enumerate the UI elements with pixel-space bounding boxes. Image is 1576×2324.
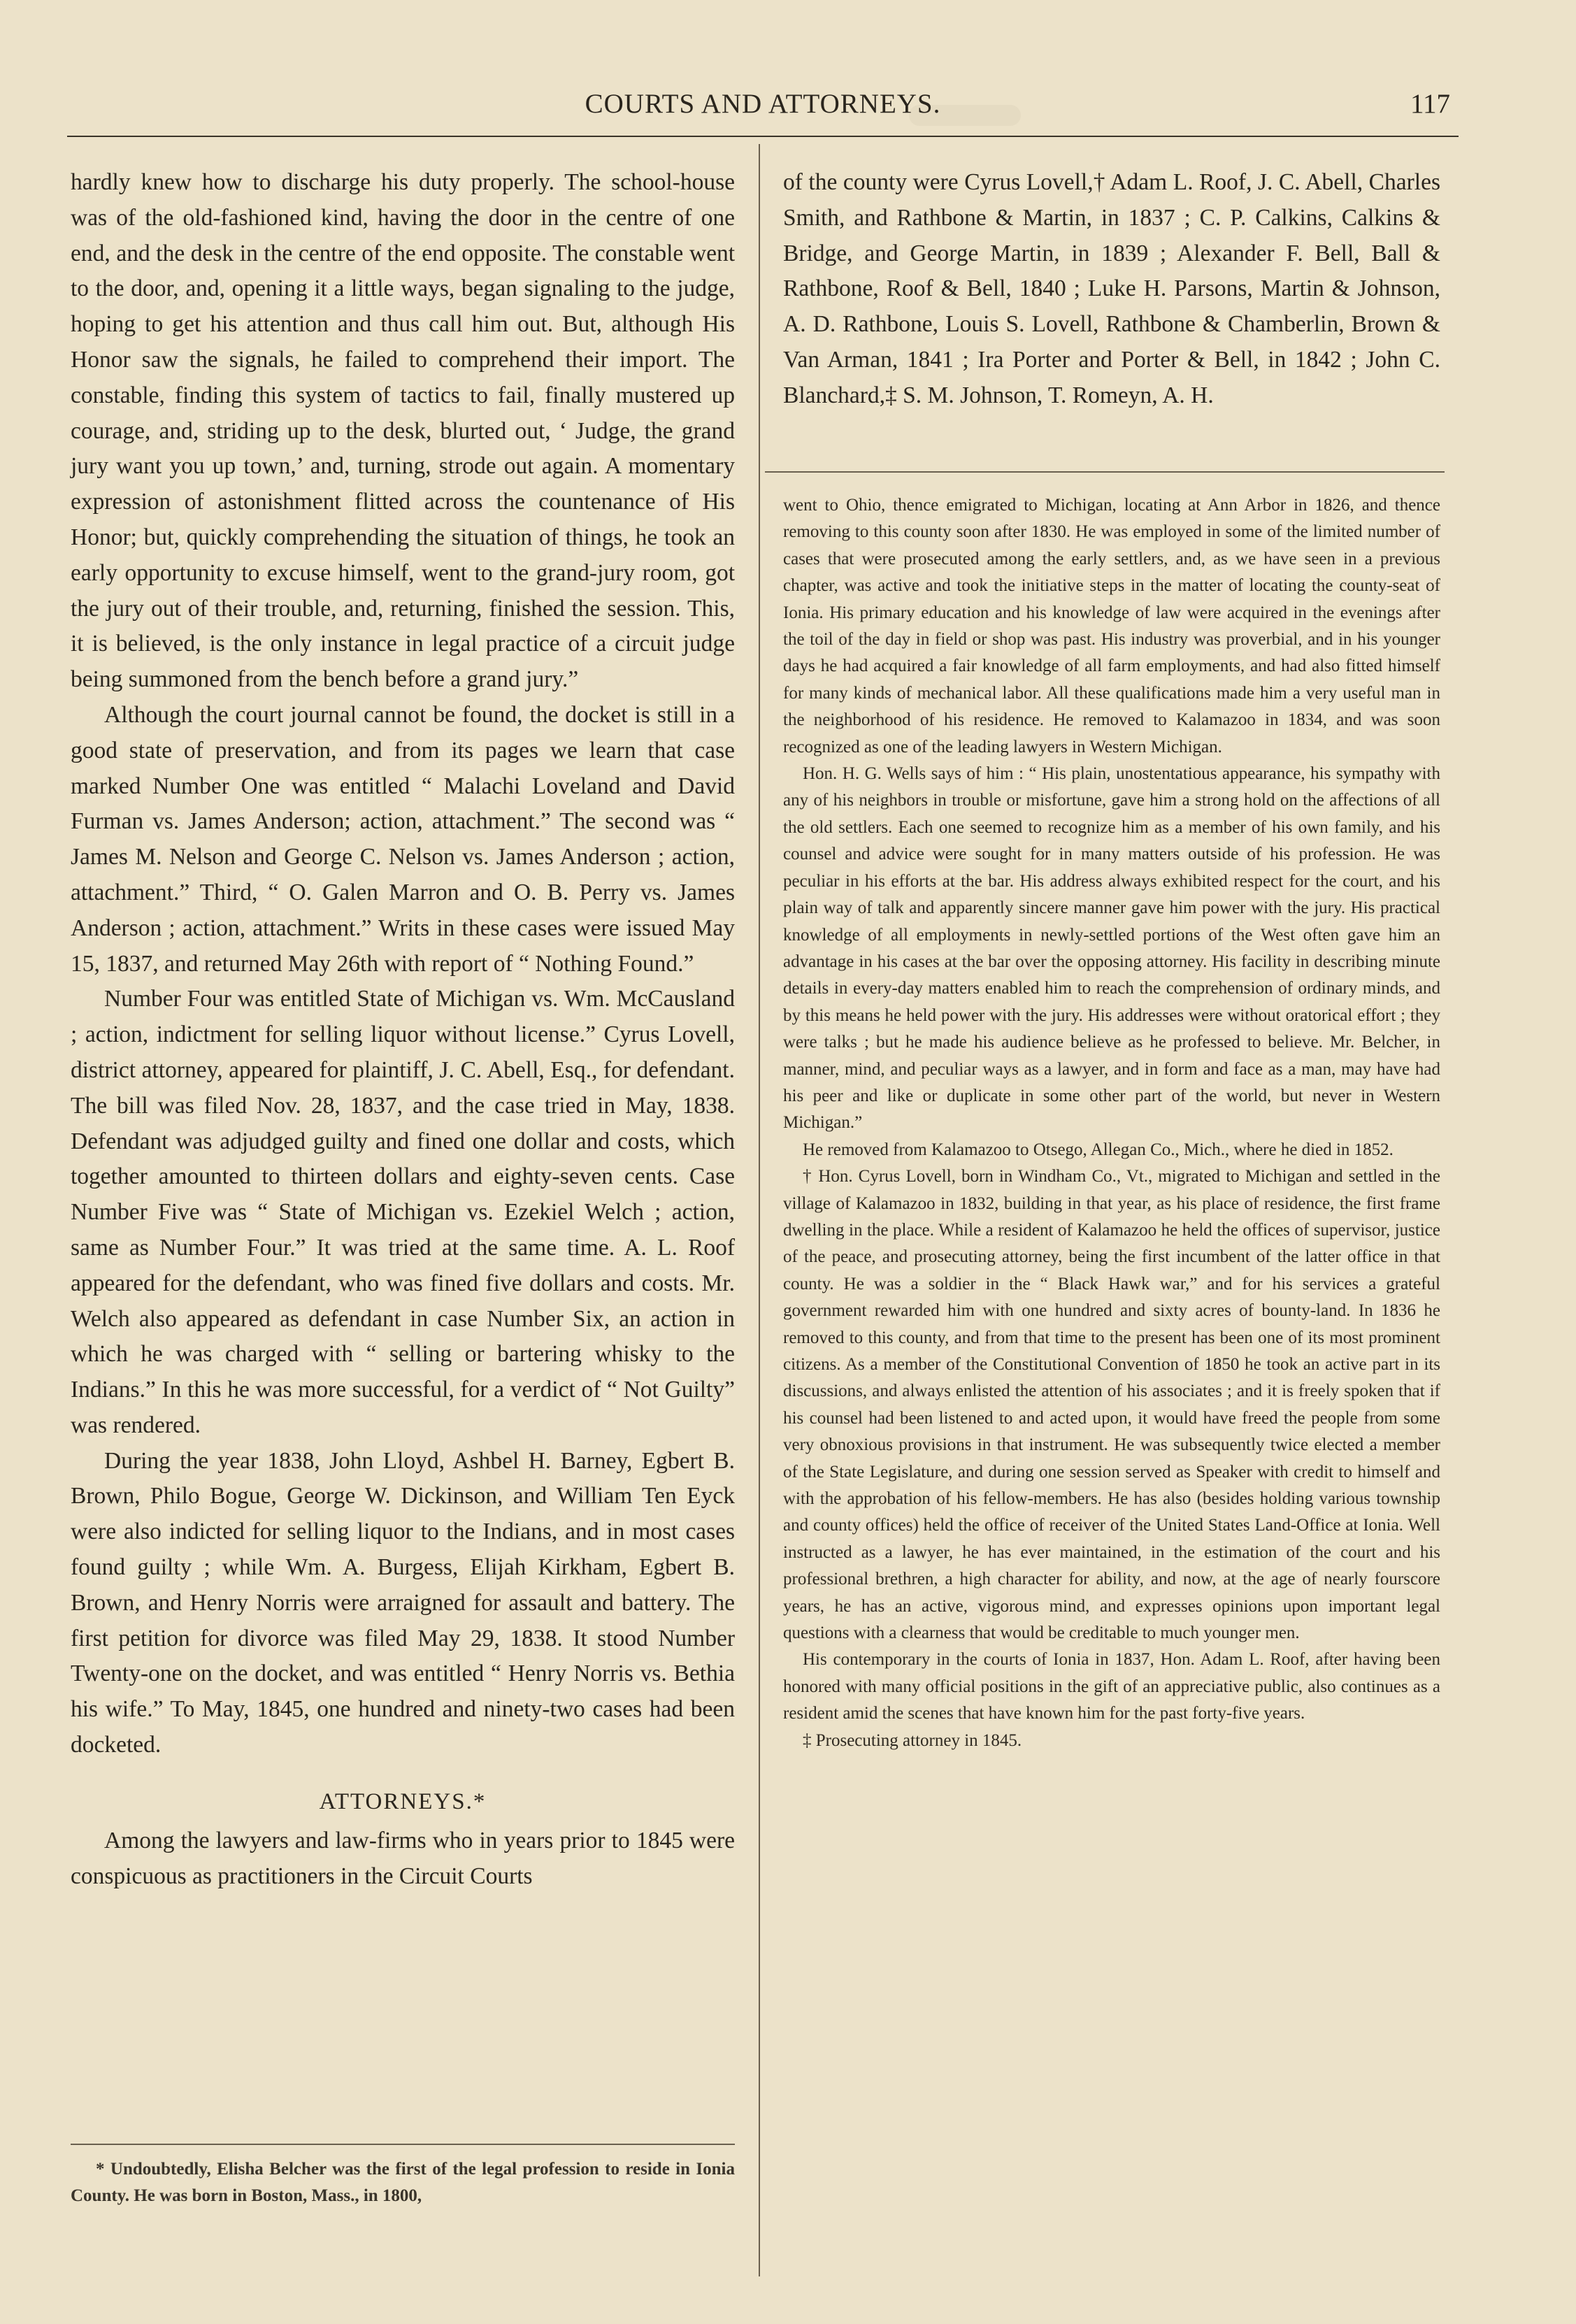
left-column	[71, 165, 735, 1894]
page-header	[67, 84, 1459, 126]
footnote-left	[71, 2156, 735, 2209]
footnotes-right	[783, 492, 1440, 1754]
paragraph: During the year 1838, John Lloyd, Ashbel H. Barney, Egbert B. Brown, Philo Bogue, George W. Dickinson, and William Ten Eyck were also indicted for selling liquor to the Indians, and in most cases found guilty ; while Wm. A. Burgess, Elijah Kirkham, Egbert B. Brown, and Henry Norris were arraigned for assault and battery. The first petition for divorce was filed May 29, 1838. It stood Number Twenty-one on the docket, and was entitled “ Henry Norris vs. Bethia his wife.” To May, 1845, one hundred and ninety-two cases had been docketed.	[71, 1447, 735, 1758]
footnote: went to Ohio, thence emigrated to Michigan, locating at Ann Arbor in 1826, and thence removing to this county soon after 1830. He was employed in some of the limited number of cases that were prosecuted among the early settlers, and, as we have seen in a previous chapter, was active and took the initiative steps in the matter of locating the county-seat of Ionia. His primary education and his knowledge of law were acquired in the evenings after the toil of the day in field or shop was past. His industry was proverbial, and in his younger days he had acquired a fair knowledge of all farm employments, and had also fitted himself for many kinds of mechanical labor. All these qualifications made him a very useful man in the neighborhood of his residence. He removed to Kalamazoo in 1834, and was soon recognized as one of the leading lawyers in Western Michigan.	[783, 496, 1440, 756]
footnote-rule	[765, 471, 1445, 473]
column-divider	[759, 144, 760, 2276]
paragraph: hardly knew how to discharge his duty properly. The school-house was of the old-fashioned kind, having the door in the centre of one end, and the desk in the centre of the end opposite. The constable went to the door, and, opening it a little ways, began signaling to the judge, hoping to get his attention and thus call him out. But, although His Honor saw the signals, he failed to comprehend their import. The constable, finding this system of tactics to fail, finally mustered up courage, and, striding up to the desk, blurted out, ‘ Judge, the grand jury want you up town,’ and, turning, strode out again. A momentary expression of astonishment flitted across the countenance of His Honor; but, quickly comprehending the situation of things, he took an early opportunity to excuse himself, went to the grand-jury room, got the jury out of their trouble, and, returning, finished the session. This, it is believed, is the only instance in legal practice of a circuit judge being summoned from the bench before a grand jury.”	[71, 169, 735, 693]
footnote: His contemporary in the courts of Ionia in 1837, Hon. Adam L. Roof, after having been honored with many official positions in the gift of an appreciative public, also continues as a resident amid the scenes that have known him for the past forty-five years.	[783, 1650, 1440, 1723]
footnote: * Undoubtedly, Elisha Belcher was the first of the legal profession to reside in Ionia County. He was born in Boston, Mass., in 1800,	[71, 2160, 735, 2205]
footnote: ‡ Prosecuting attorney in 1845.	[803, 1730, 1022, 1750]
section-heading: ATTORNEYS.*	[319, 1788, 487, 1814]
running-head-title: COURTS AND ATTORNEYS.	[585, 89, 941, 119]
header-rule	[67, 136, 1459, 137]
footnote: He removed from Kalamazoo to Otsego, Allegan Co., Mich., where he died in 1852.	[803, 1140, 1394, 1159]
footnote: † Hon. Cyrus Lovell, born in Windham Co., Vt., migrated to Michigan and settled in the village of Kalamazoo in 1832, building in that year, as his place of residence, the first frame dwelling in the place. While a resident of Kalamazoo he held the offices of supervisor, justice of the peace, and prosecuting attorney, being the first incumbent of the latter office in that county. He was a soldier in the “ Black Hawk war,” and for his services a grateful government rewarded him with one hundred and sixty acres of bounty-land. In 1836 he removed to this county, and from that time to the present has been one of its most prominent citizens. As a member of the Constitutional Convention of 1850 he took an active part in its discussions, and always enlisted the attention of his associates ; and it is freely spoken that if his counsel had been listened to and acted upon, it would have freed the people from some very obnoxious provisions in that instrument. He was subsequently twice elected a member of the State Legislature, and during one session served as Speaker with credit to himself and with the approbation of his fellow-members. He has also (besides holding various township and county offices) held the office of receiver of the United States Land-Office at Ionia. Well instructed as a lawyer, he has ever maintained, in the estimation of the court and his professional brethren, a high character for ability, and now, at the age of nearly fourscore years, he has an active, vigorous mind, and expresses opinions upon important legal questions with a clearness that would be creditable to much younger men.	[783, 1167, 1440, 1643]
footnote-rule	[71, 2144, 735, 2145]
footnote: Hon. H. G. Wells says of him : “ His plain, unostentatious appearance, his sympathy with any of his neighbors in trouble or misfortune, gave him a strong hold on the affections of all the old settlers. Each one seemed to recognize him as a member of his own family, and his counsel and advice were sought for in many matters outside of his profession. He was peculiar in his efforts at the bar. His address always exhibited respect for the court, and his plain way of talk and apparently sincere manner gave him power with the jury. His practical knowledge of all employments in newly-settled portions of the West often gave him an advantage in his cases at the bar over the opposing attorney. His facility in describing minute details in every-day matters enabled him to reach the comprehension of ordinary minds, and by this means he held power with the jury. His addresses were without oratorical effort ; they were talks ; but he made his audience believe as he professed to believe. Mr. Belcher, in manner, mind, and peculiar ways as a lawyer, and in form and face as a man, may have had his peer and like or duplicate in some other part of the world, but never in Western Michigan.”	[783, 764, 1440, 1133]
paragraph: of the county were Cyrus Lovell,† Adam L. Roof, J. C. Abell, Charles Smith, and Rathbone & Martin, in 1837 ; C. P. Calkins, Calkins & Bridge, and George Martin, in 1839 ; Alexander F. Bell, Ball & Rathbone, Roof & Bell, 1840 ; Luke H. Parsons, Martin & Johnson, A. D. Rathbone, Louis S. Lovell, Rathbone & Chamberlin, Brown & Van Arman, 1841 ; Ira Porter and Porter & Bell, in 1842 ; John C. Blanchard,‡ S. M. Johnson, T. Romeyn, A. H.	[783, 169, 1440, 408]
page-number: 117	[1410, 89, 1450, 119]
paragraph: Although the court journal cannot be found, the docket is still in a good state of preservation, and from its pages we learn that case marked Number One was entitled “ Malachi Loveland and David Furman vs. James Anderson; action, attachment.” The second was “ James M. Nelson and George C. Nelson vs. James Anderson ; action, attachment.” Third, “ O. Galen Marron and O. B. Perry vs. James Anderson ; action, attachment.” Writs in these cases were issued May 15, 1837, and returned May 26th with report of “ Nothing Found.”	[71, 701, 735, 977]
right-column	[783, 165, 1440, 414]
paragraph: Among the lawyers and law-firms who in years prior to 1845 were conspicuous as practitioners in the Circuit Courts	[71, 1827, 735, 1889]
paragraph: Number Four was entitled State of Michigan vs. Wm. McCausland ; action, indictment for selling liquor without license.” Cyrus Lovell, district attorney, appeared for plaintiff, J. C. Abell, Esq., for defendant. The bill was filed Nov. 28, 1837, and the case tried in May, 1838. Defendant was adjudged guilty and fined one dollar and costs, which together amounted to thirteen dollars and eighty-seven cents. Case Number Five was “ State of Michigan vs. Ezekiel Welch ; action, same as Number Four.” It was tried at the same time. A. L. Roof appeared for the defendant, who was fined five dollars and costs. Mr. Welch also appeared as defendant in case Number Six, an action in which he was charged with “ selling or bartering whisky to the Indians.” In this he was more successful, for a verdict of “ Not Guilty” was rendered.	[71, 986, 735, 1438]
